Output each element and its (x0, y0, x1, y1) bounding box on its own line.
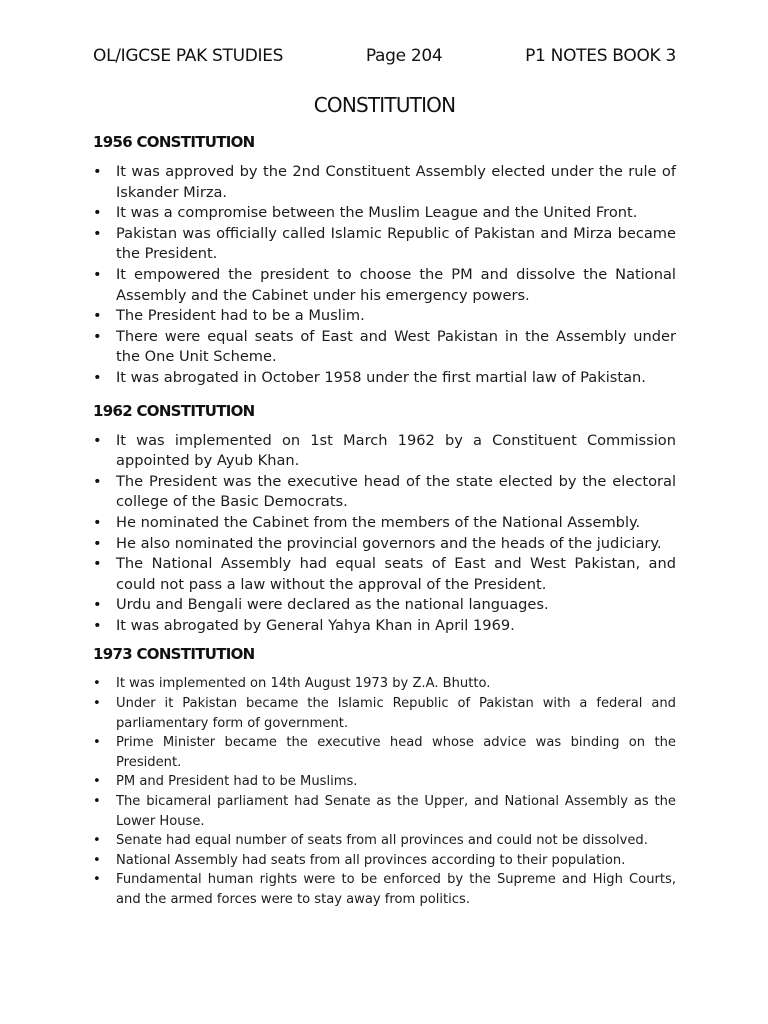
list-item: • It was abrogated by General Yahya Khan in April 1969. (93, 616, 676, 637)
list-item: • Senate had equal number of seats from all provinces and could not be dissolved. (93, 831, 676, 851)
list-item: • Urdu and Bengali were declared as the national languages. (93, 595, 676, 616)
bullet-list (93, 674, 676, 909)
header-book-title: P1 NOTES BOOK 3 (525, 46, 676, 66)
list-item: • It was approved by the 2nd Constituent Assembly elected under the rule of Iskander Mirza. (93, 162, 676, 203)
list-item: • It empowered the president to choose the PM and dissolve the National Assembly and the Cabinet under his emergency powers. (93, 265, 676, 306)
list-item: • The President had to be a Muslim. (93, 306, 676, 327)
section-1962-constitution (93, 400, 676, 637)
section-1956-constitution (93, 131, 676, 389)
section-heading: 1956 CONSTITUTION (93, 133, 255, 151)
bullet-list (93, 162, 676, 389)
list-item: • He nominated the Cabinet from the members of the National Assembly. (93, 513, 676, 534)
list-item: • Under it Pakistan became the Islamic Republic of Pakistan with a federal and parliamentary form of government. (93, 694, 676, 733)
list-item: • Fundamental human rights were to be enforced by the Supreme and High Courts, and the armed forces were to stay away from politics. (93, 870, 676, 909)
list-item: • National Assembly had seats from all provinces according to their population. (93, 851, 676, 871)
section-1973-constitution (93, 643, 676, 909)
list-item: • The President was the executive head of the state elected by the electoral college of the Basic Democrats. (93, 472, 676, 513)
list-item: • It was a compromise between the Muslim League and the United Front. (93, 203, 676, 224)
list-item: • Pakistan was officially called Islamic Republic of Pakistan and Mirza became the President. (93, 224, 676, 265)
section-heading: 1973 CONSTITUTION (93, 645, 255, 664)
page-title: CONSTITUTION (313, 93, 456, 117)
list-item: • He also nominated the provincial governors and the heads of the judiciary. (93, 534, 676, 555)
list-item: • There were equal seats of East and West Pakistan in the Assembly under the One Unit Scheme. (93, 327, 676, 368)
section-heading: 1962 CONSTITUTION (93, 401, 255, 420)
header-course-title: OL/IGCSE PAK STUDIES (93, 46, 284, 66)
header-page-number: Page 204 (365, 46, 443, 66)
list-item: • PM and President had to be Muslims. (93, 772, 676, 792)
list-item: • Prime Minister became the executive head whose advice was binding on the President. (93, 733, 676, 772)
list-item: • It was implemented on 14th August 1973 by Z.A. Bhutto. (93, 674, 676, 694)
list-item: • The bicameral parliament had Senate as the Upper, and National Assembly as the Lower House. (93, 792, 676, 831)
list-item: • It was abrogated in October 1958 under the first martial law of Pakistan. (93, 368, 676, 389)
list-item: • The National Assembly had equal seats of East and West Pakistan, and could not pass a law without the approval of the President. (93, 554, 676, 595)
page-header (93, 42, 676, 70)
list-item: • It was implemented on 1st March 1962 by a Constituent Commission appointed by Ayub Khan. (93, 431, 676, 472)
bullet-list (93, 431, 676, 637)
